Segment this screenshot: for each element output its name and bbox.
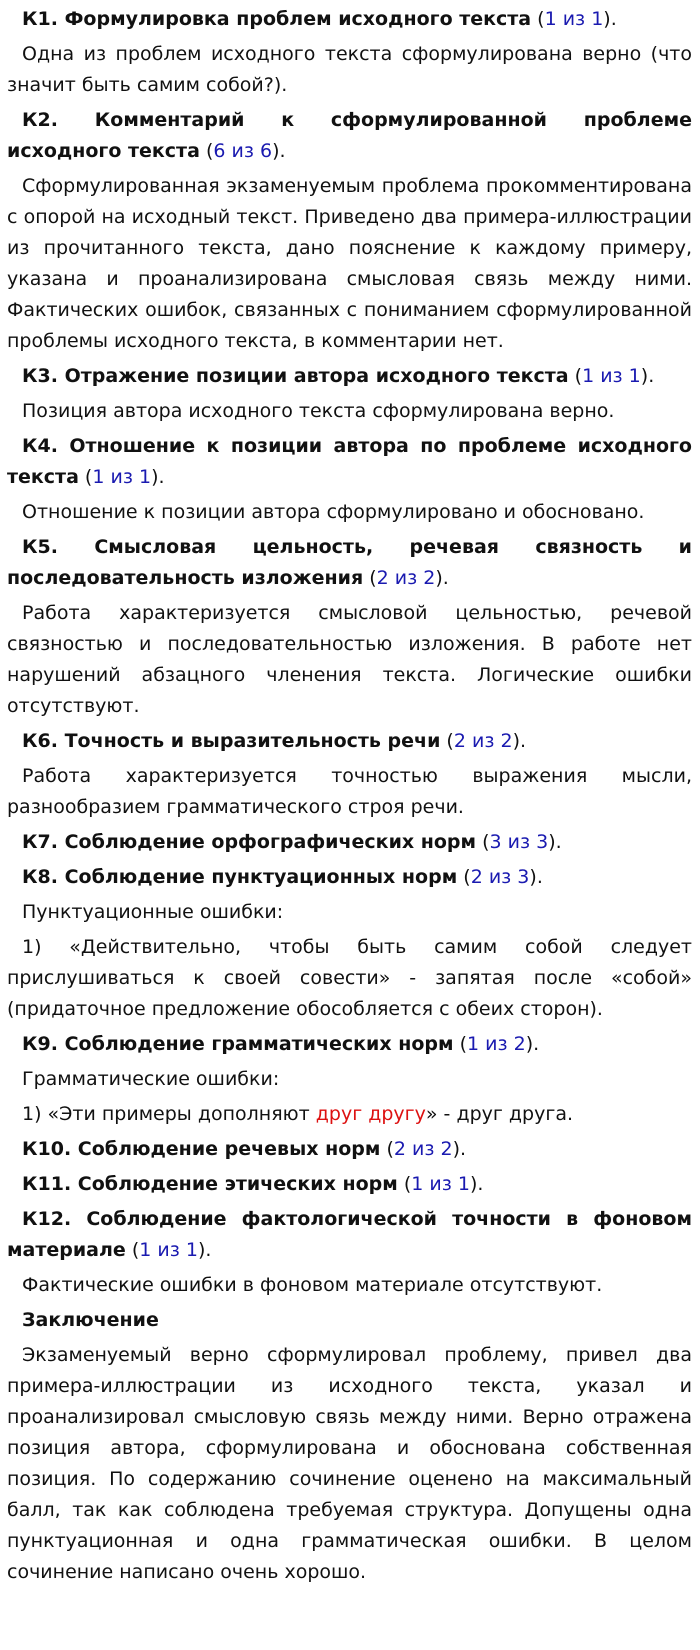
criterion-title: К10. Соблюдение речевых норм	[22, 1138, 381, 1160]
criterion-score: 2 из 2	[393, 1138, 453, 1160]
criterion-title: К6. Точность и выразительность речи	[22, 730, 441, 752]
criterion-k11-heading: К11. Соблюдение этических норм (1 из 1).	[22, 1173, 484, 1195]
criterion-k12-comment: Фактические ошибки в фоновом материале отсутствуют.	[22, 1274, 603, 1296]
criterion-k9-heading: К9. Соблюдение грамматических норм (1 из 2).	[22, 1033, 540, 1055]
criterion-title: К3. Отражение позиции автора исходного текста	[22, 365, 569, 387]
criterion-title: К5. Смысловая цельность, речевая связность и последовательность изложения	[7, 536, 692, 589]
criterion-k3-comment: Позиция автора исходного текста сформулирована верно.	[22, 400, 615, 422]
criterion-score: 1 из 1	[582, 365, 641, 387]
criterion-k8-label: Пунктуационные ошибки:	[22, 901, 284, 923]
criterion-k8-heading: К8. Соблюдение пунктуационных норм (2 из 3).	[22, 866, 543, 888]
criterion-k4-heading: К4. Отношение к позиции автора по проблеме исходного текста (1 из 1).	[7, 435, 692, 488]
error-item-prefix: 1) «Эти примеры дополняют	[22, 1103, 316, 1125]
criterion-score: 3 из 3	[489, 831, 549, 853]
criterion-k6-heading: К6. Точность и выразительность речи (2 из 2).	[22, 730, 527, 752]
criterion-score: 6 из 6	[213, 140, 273, 162]
criterion-k2-comment: Сформулированная экзаменуемым проблема прокомментирована с опорой на исходный текст. Приведено два примера-иллюстрации из прочитанного текста, дано пояснение к каждому примеру, указана и проанализирована смысловая связь между ними. Фактических ошибок, связанных с пониманием сформулированной проблемы исходного текста, в комментарии нет.	[7, 175, 692, 352]
criterion-title: К8. Соблюдение пунктуационных норм	[22, 866, 458, 888]
criterion-score: 2 из 2	[376, 567, 436, 589]
conclusion-text: Экзаменуемый верно сформулировал проблему, привел два примера-иллюстрации из исходного текста, указал и проанализировал смысловую связь между ними. Верно отражена позиция автора, сформулирована и обоснована собственная позиция. По содержанию сочинение оценено на максимальный балл, так как соблюдена требуемая структура. Допущены одна пунктуационная и одна грамматическая ошибки. В целом сочинение написано очень хорошо.	[7, 1344, 692, 1583]
criterion-score: 1 из 1	[544, 8, 604, 30]
criterion-k4-comment: Отношение к позиции автора сформулировано и обосновано.	[22, 501, 645, 523]
criterion-score: 2 из 3	[470, 866, 530, 888]
conclusion-title: Заключение	[22, 1309, 159, 1331]
criterion-k3-heading: К3. Отражение позиции автора исходного текста (1 из 1).	[22, 365, 655, 387]
criterion-k9-label: Грамматические ошибки:	[22, 1068, 280, 1090]
criterion-score: 1 из 1	[139, 1239, 198, 1261]
criterion-title: К11. Соблюдение этических норм	[22, 1173, 398, 1195]
error-item-correction: » - друг друга.	[425, 1103, 574, 1125]
criterion-k8-error-item: 1) «Действительно, чтобы быть самим собой следует прислушиваться к своей совести» - запятая после «собой» (придаточное предложение обособляется с обеих сторон).	[7, 936, 692, 1020]
criterion-k2-heading: К2. Комментарий к сформулированной проблеме исходного текста (6 из 6).	[7, 109, 692, 162]
criterion-title: К7. Соблюдение орфографических норм	[22, 831, 477, 853]
criterion-k5-heading: К5. Смысловая цельность, речевая связность и последовательность изложения (2 из 2).	[7, 536, 692, 589]
criterion-title: К9. Соблюдение грамматических норм	[22, 1033, 454, 1055]
criterion-title: К1. Формулировка проблем исходного текста	[22, 8, 532, 30]
criterion-k7-heading: К7. Соблюдение орфографических норм (3 из 3).	[22, 831, 562, 853]
criterion-k12-heading: К12. Соблюдение фактологической точности в фоновом материале (1 из 1).	[7, 1208, 692, 1261]
criterion-score: 1 из 2	[467, 1033, 526, 1055]
highlighted-error: друг другу	[315, 1103, 426, 1125]
criterion-k6-comment: Работа характеризуется точностью выражения мысли, разнообразием грамматического строя речи.	[7, 765, 692, 818]
criterion-title: К4. Отношение к позиции автора по проблеме исходного текста	[7, 435, 692, 488]
criterion-k1-heading: К1. Формулировка проблем исходного текста (1 из 1).	[22, 8, 617, 30]
criterion-k10-heading: К10. Соблюдение речевых норм (2 из 2).	[22, 1138, 467, 1160]
criterion-score: 1 из 1	[411, 1173, 470, 1195]
criterion-k9-error-item	[7, 1099, 692, 1130]
conclusion-heading	[7, 1305, 692, 1336]
criterion-score: 1 из 1	[92, 466, 152, 488]
criterion-score: 2 из 2	[453, 730, 513, 752]
criterion-k5-comment: Работа характеризуется смысловой цельностью, речевой связностью и последовательностью изложения. В работе нет нарушений абзацного членения текста. Логические ошибки отсутствуют.	[7, 602, 692, 717]
criterion-k1-comment: Одна из проблем исходного текста сформулирована верно (что значит быть самим собой?).	[7, 43, 692, 96]
criterion-title: К2. Комментарий к сформулированной проблеме исходного текста	[7, 109, 692, 162]
criterion-title: К12. Соблюдение фактологической точности в фоновом материале	[7, 1208, 692, 1261]
